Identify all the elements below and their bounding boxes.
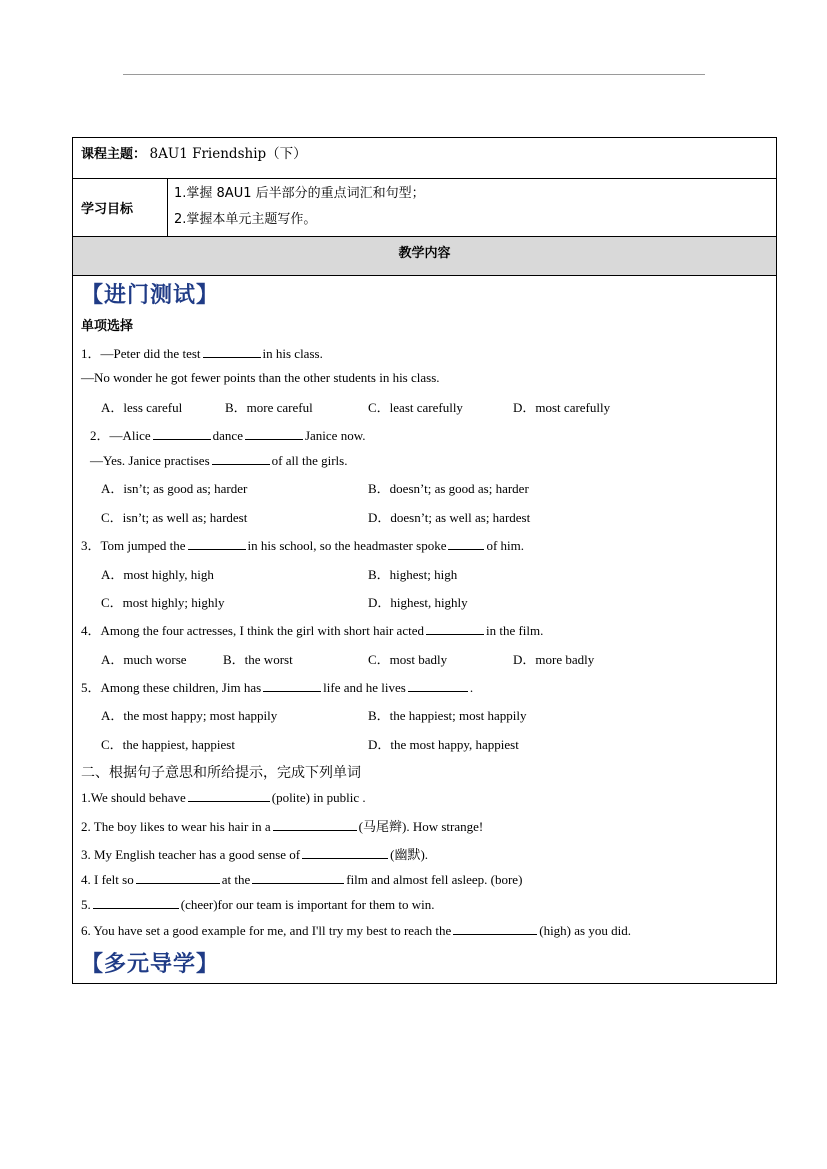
goal-row <box>73 179 776 237</box>
question-4: 4．Among the four actresses, I think the girl with short hair acted in the film. <box>81 623 544 638</box>
question-5: 5．Among these children, Jim has life and he lives . <box>81 680 474 695</box>
header-rule <box>123 74 705 75</box>
question-3: 3．Tom jumped the in his school, so the headmaster spoke of him. <box>81 538 525 553</box>
sentence-4: 4. I felt so at the film and almost fell asleep. (bore) <box>81 872 523 887</box>
sentence-6: 6. You have set a good example for me, and I'll try my best to reach the (high) as you did. <box>81 923 631 938</box>
option: C．most badly <box>368 652 448 667</box>
course-label: 课程主题： <box>81 147 147 162</box>
content-area <box>73 276 776 983</box>
sentence-1: 1.We should behave (polite) in public . <box>81 790 366 805</box>
section2-title: 二、根据句子意思和所给提示，完成下列单词 <box>81 765 361 781</box>
option: D．more badly <box>513 652 595 667</box>
content-header: 教学内容 <box>73 237 776 276</box>
question-1-line2: —No wonder he got fewer points than the other students in his class. <box>81 370 440 385</box>
option: A．the most happy; most happily <box>101 708 278 723</box>
option: A．much worse <box>101 652 187 667</box>
option: D．the most happy, happiest <box>368 737 519 752</box>
sentence-5: 5. (cheer)for our team is important for them to win. <box>81 897 435 912</box>
lesson-table <box>72 137 777 984</box>
course-value: 8AU1 Friendship（下） <box>149 146 307 162</box>
option: A．isn’t; as good as; harder <box>101 481 248 496</box>
option: C．least carefully <box>368 400 463 415</box>
option: D．most carefully <box>513 400 611 415</box>
course-row <box>73 138 776 179</box>
sentence-2: 2. The boy likes to wear his hair in a (马尾辫). How strange! <box>81 819 484 834</box>
goal-list <box>168 179 425 236</box>
option: D．highest, highly <box>368 595 468 610</box>
question-1: 1．—Peter did the test in his class. <box>81 346 323 361</box>
option: C．isn’t; as well as; hardest <box>101 510 248 525</box>
option: C．the happiest, happiest <box>101 737 235 752</box>
question-2-line2: —Yes. Janice practises of all the girls. <box>90 453 348 468</box>
goal-item: 1.掌握 8AU1 后半部分的重点词汇和句型； <box>174 186 425 201</box>
option: C．most highly; highly <box>101 595 225 610</box>
option: D．doesn’t; as well as; hardest <box>368 510 531 525</box>
option: B．the happiest; most happily <box>368 708 527 723</box>
option: B．more careful <box>225 400 313 415</box>
sentence-3: 3. My English teacher has a good sense of (幽默). <box>81 847 429 862</box>
section1-title: 单项选择 <box>81 319 134 334</box>
option: B．highest; high <box>368 567 458 582</box>
goal-item: 2.掌握本单元主题写作。 <box>174 212 317 227</box>
option: B．doesn’t; as good as; harder <box>368 481 529 496</box>
option: B．the worst <box>223 652 293 667</box>
option: A．less careful <box>101 400 183 415</box>
goal-label: 学习目标 <box>73 179 168 236</box>
question-2: 2．—Alice dance Janice now. <box>90 428 366 443</box>
entry-test-banner: 【进门测试】 <box>81 282 220 308</box>
guided-learning-banner: 【多元导学】 <box>81 951 220 977</box>
option: A．most highly, high <box>101 567 214 582</box>
